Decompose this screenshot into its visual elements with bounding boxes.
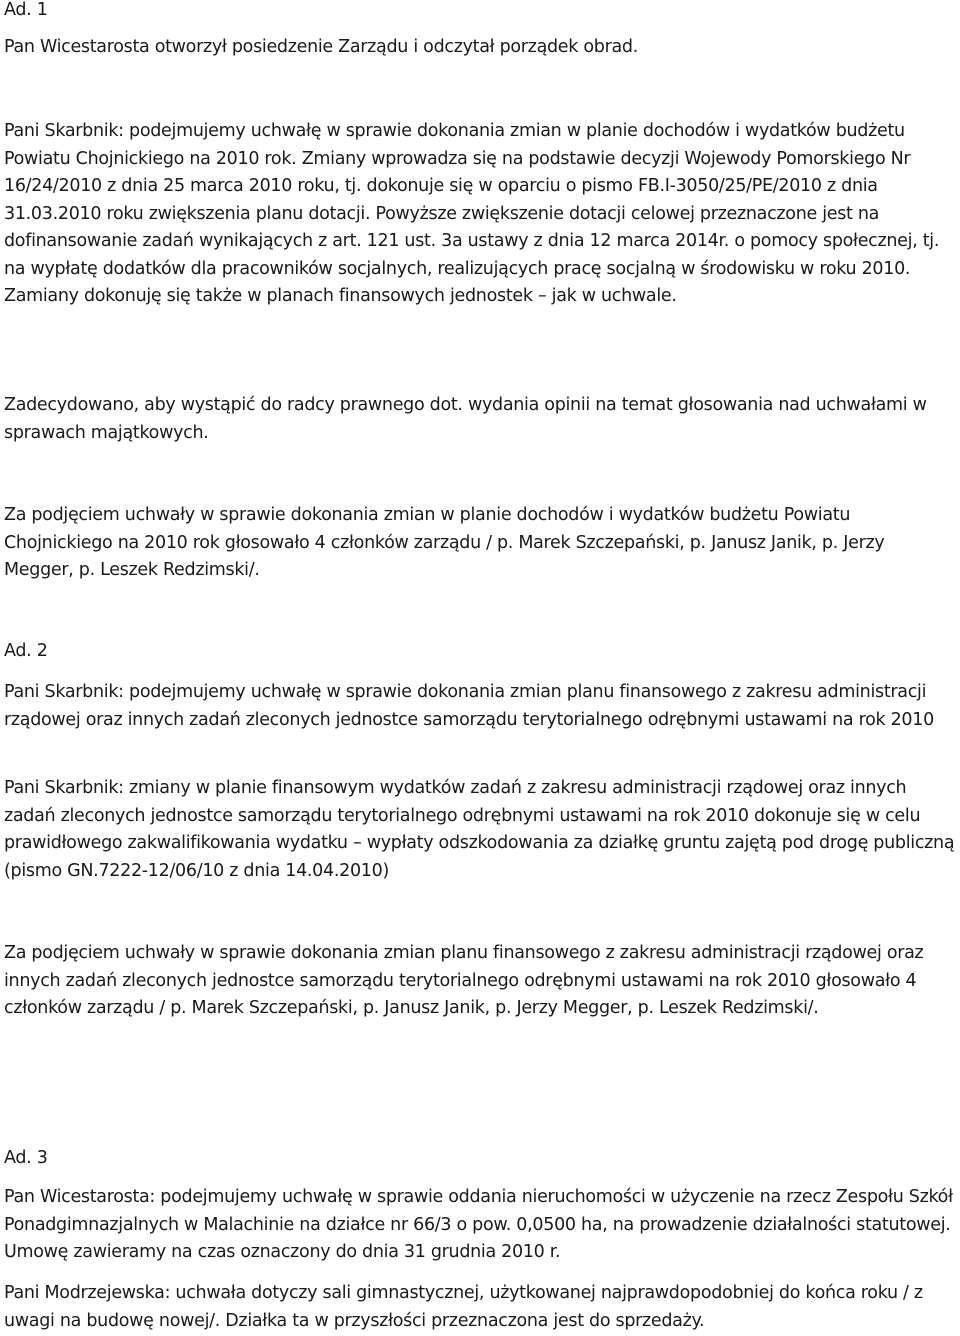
paragraph-opening: Pan Wicestarosta otworzył posiedzenie Zarządu i odczytał porządek obrad.: [4, 37, 638, 57]
paragraph-vote-result-ad2: Za podjęciem uchwały w sprawie dokonania zmian planu finansowego z zakresu administracji rządowej oraz innych zadań zleconych jednostce samorządu terytorialnego odrębnymi ustawami na rok 2010 głosowało 4 członków zarządu / p. Marek Szczepański, p. Janusz Janik, p. Jerzy Megger, p. Leszek Redzimski/.: [4, 943, 924, 1018]
paragraph-skarbnik-plan-explanation: Pani Skarbnik: zmiany w planie finansowym wydatków zadań z zakresu administracji rządowej oraz innych zadań zleconych jednostce samorządu terytorialnego odrębnymi ustawami na rok 2010 dokonuje się w celu prawidłowego zakwalifikowania wydatku – wypłaty odszkodowania za działkę gruntu zajętą pod drogę publiczną (pismo GN.7222-12/06/10 z dnia 14.04.2010): [4, 778, 955, 881]
paragraph-wicestarosta-property-lending: Pan Wicestarosta: podejmujemy uchwałę w sprawie oddania nieruchomości w użyczenie na rzecz Zespołu Szkół Ponadgimnazjalnych w Malachinie na działce nr 66/3 o pow. 0,0500 ha, na prowadzenie działalności statutowej. Umowę zawieramy na czas oznaczony do dnia 31 grudnia 2010 r.: [4, 1187, 953, 1262]
paragraph-skarbnik-financial-plan: Pani Skarbnik: podejmujemy uchwałę w sprawie dokonania zmian planu finansowego z zakresu administracji rządowej oraz innych zadań zleconych jednostce samorządu terytorialnego odrębnymi ustawami na rok 2010: [4, 682, 934, 730]
paragraph-vote-result-ad1: Za podjęciem uchwały w sprawie dokonania zmian w planie dochodów i wydatków budżetu Powiatu Chojnickiego na 2010 rok głosowało 4 członków zarządu / p. Marek Szczepański, p. Janusz Janik, p. Jerzy Megger, p. Leszek Redzimski/.: [4, 505, 885, 580]
section-heading-ad3: Ad. 3: [4, 1148, 48, 1168]
section-heading-ad2: Ad. 2: [4, 641, 48, 661]
section-heading-ad1: Ad. 1: [4, 0, 48, 20]
paragraph-modrzejewska-gym-comment: Pani Modrzejewska: uchwała dotyczy sali gimnastycznej, użytkowanej najprawdopodobniej do końca roku / z uwagi na budowę nowej/. Działka ta w przyszłości przeznaczona jest do sprzedaży.: [4, 1283, 923, 1331]
paragraph-skarbnik-budget-change: Pani Skarbnik: podejmujemy uchwałę w sprawie dokonania zmian w planie dochodów i wydatków budżetu Powiatu Chojnickiego na 2010 rok. Zmiany wprowadza się na podstawie decyzji Wojewody Pomorskiego Nr 16/24/2010 z dnia 25 marca 2010 roku, tj. dokonuje się w oparciu o pismo FB.I-3050/25/PE/2010 z dnia 31.03.2010 roku zwiększenia planu dotacji. Powyższe zwiększenie dotacji celowej przeznaczone jest na dofinansowanie zadań wynikających z art. 121 ust. 3a ustawy z dnia 12 marca 2014r. o pomocy społecznej, tj. na wypłatę dodatków dla pracowników socjalnych, realizujących pracę socjalną w środowisku w roku 2010. Zamiany dokonuję się także w planach finansowych jednostek – jak w uchwale.: [4, 121, 940, 306]
paragraph-legal-opinion-decision: Zadecydowano, aby wystąpić do radcy prawnego dot. wydania opinii na temat głosowania nad uchwałami w sprawach majątkowych.: [4, 395, 927, 443]
